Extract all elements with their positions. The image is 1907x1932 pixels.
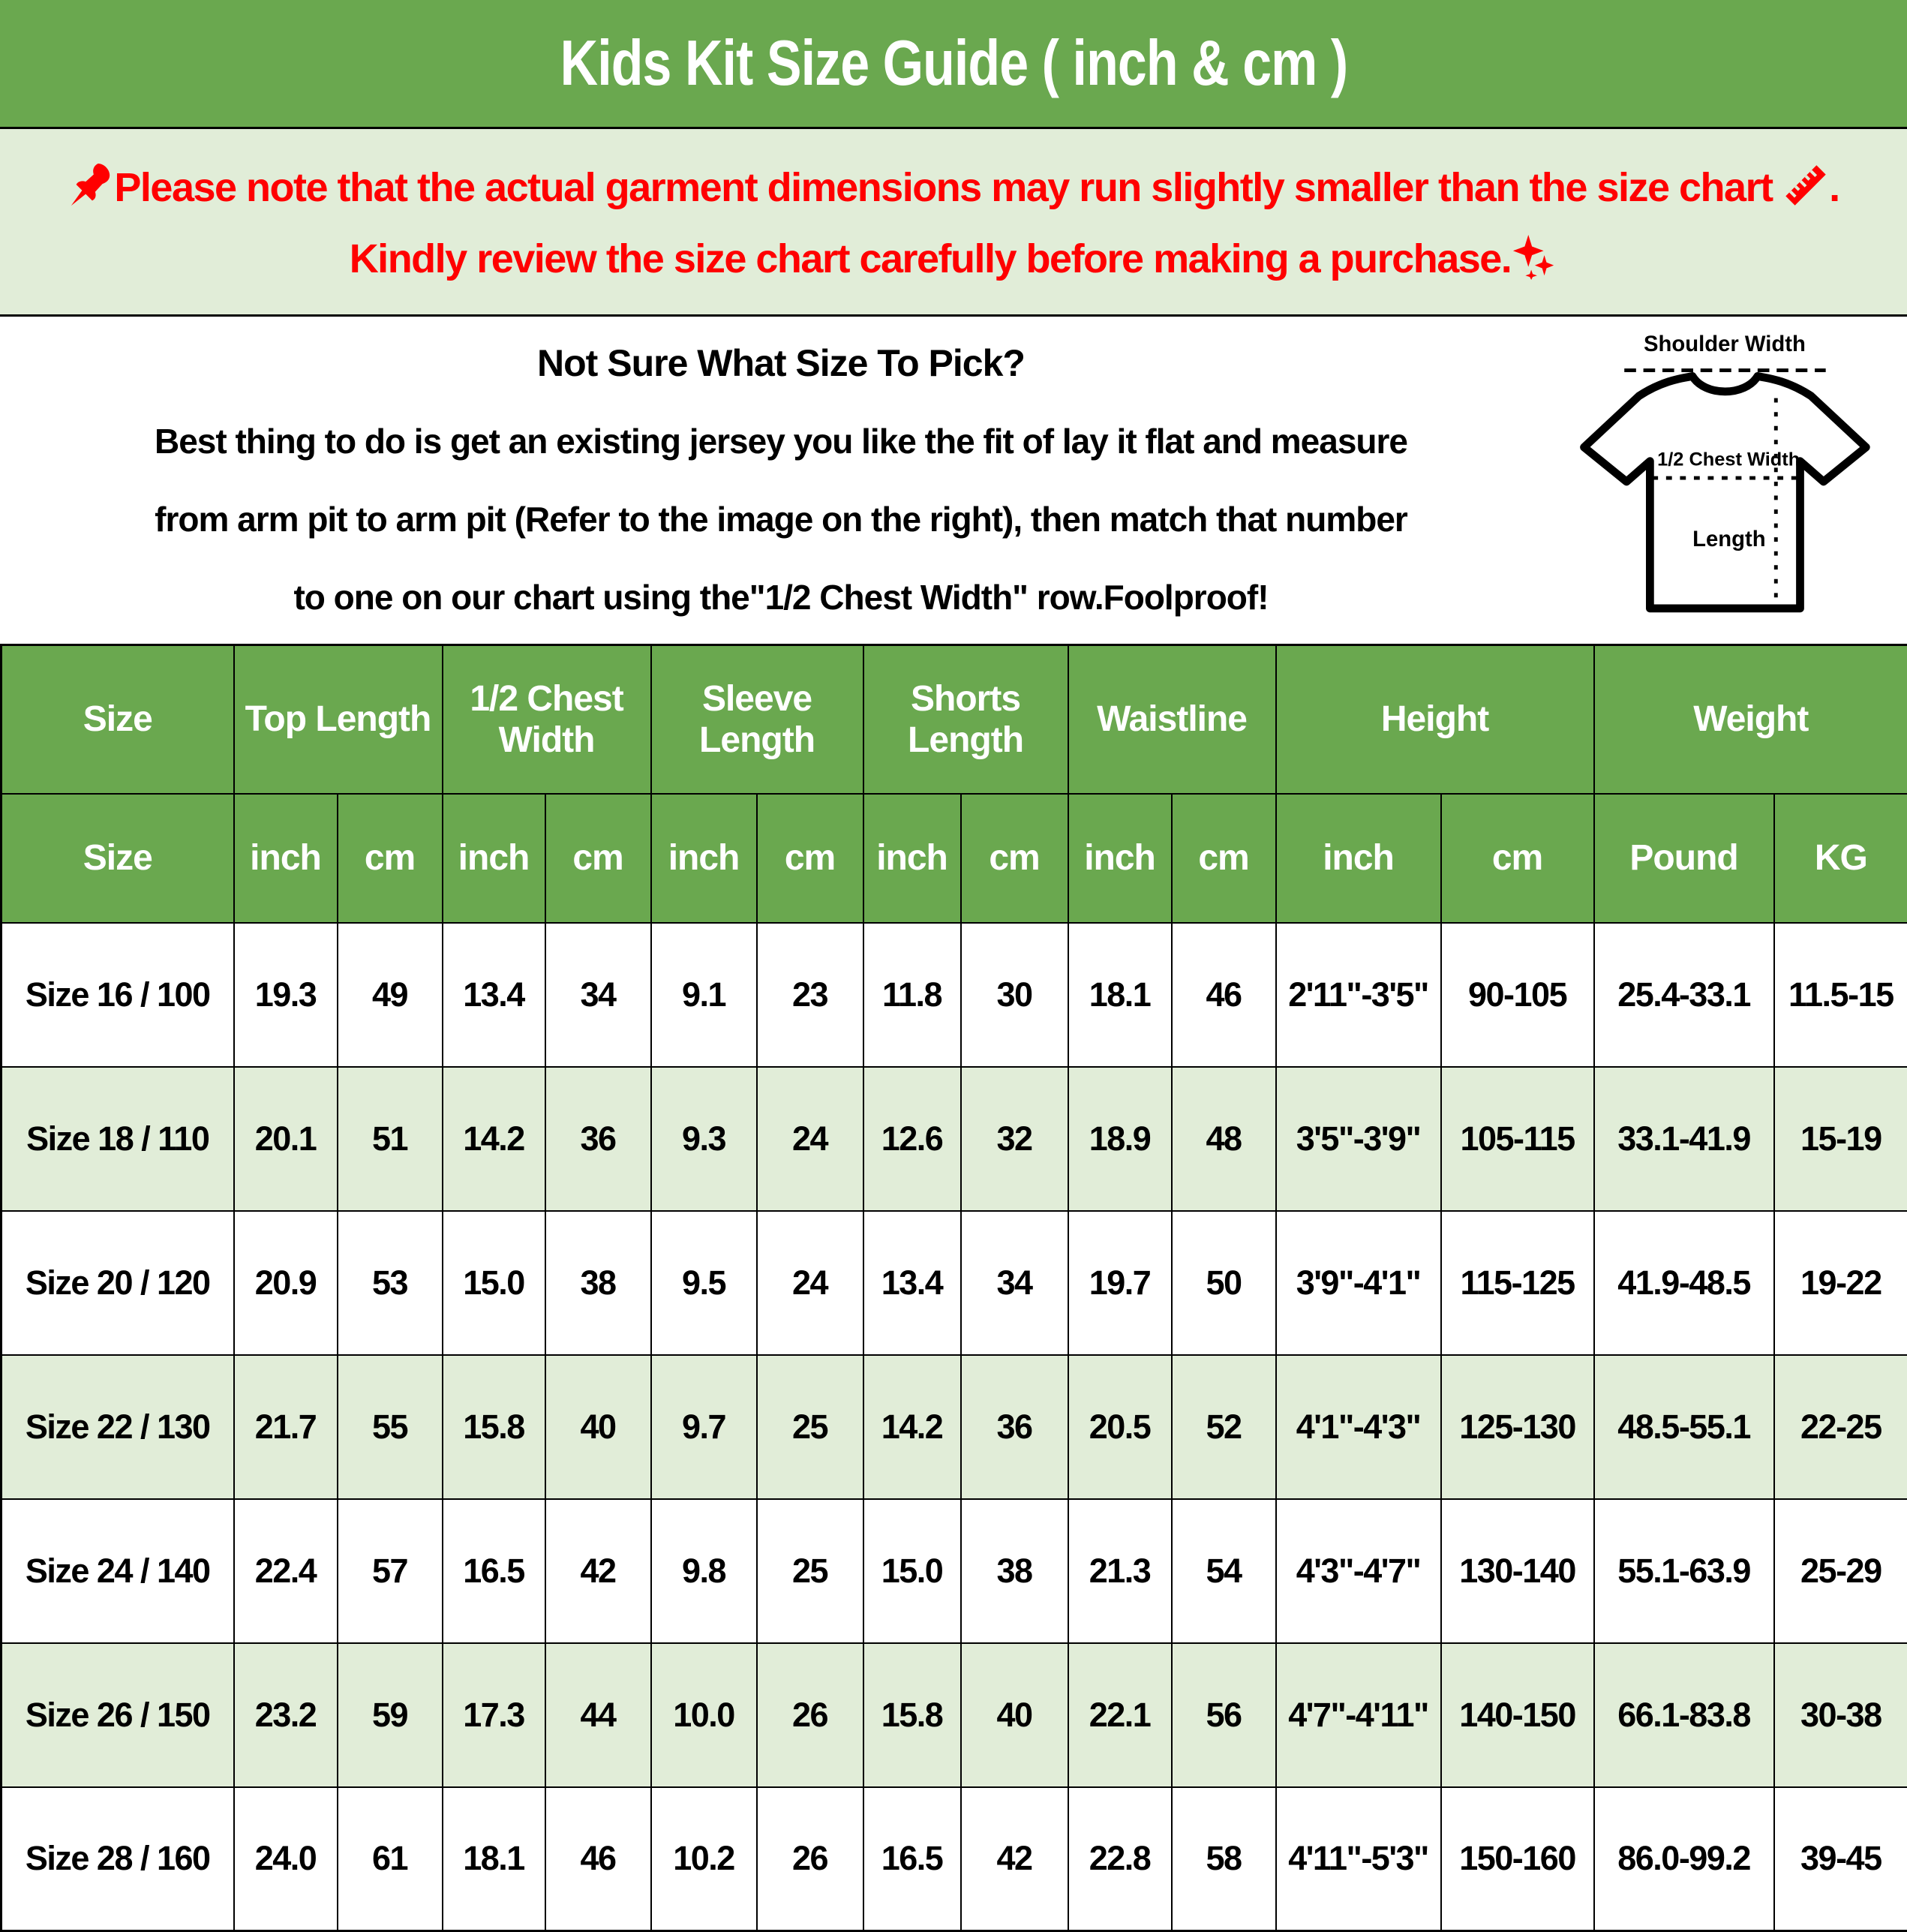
row-size-cell: Size 18 / 110 [2, 1067, 234, 1211]
diagram-chest-label: 1/2 Chest Width [1657, 449, 1800, 470]
size-table [0, 644, 1907, 1932]
table-cell: 20.9 [234, 1211, 338, 1355]
table-cell: 13.4 [863, 1211, 961, 1355]
table-cell: 40 [961, 1643, 1068, 1787]
row-size-cell: Size 20 / 120 [2, 1211, 234, 1355]
unit-header-cell: cm [545, 794, 651, 923]
table-cell: 4'3"-4'7" [1276, 1499, 1441, 1643]
table-cell: 61 [338, 1787, 443, 1931]
table-cell: 9.7 [651, 1355, 757, 1499]
table-cell: 58 [1172, 1787, 1276, 1931]
table-cell: 22.8 [1068, 1787, 1172, 1931]
row-size-cell: Size 16 / 100 [2, 923, 234, 1067]
table-cell: 40 [545, 1355, 651, 1499]
table-cell: 53 [338, 1211, 443, 1355]
page-title: Kids Kit Size Guide ( inch & cm ) [560, 27, 1347, 100]
table-cell: 86.0-99.2 [1594, 1787, 1774, 1931]
table-cell: 15.8 [863, 1643, 961, 1787]
unit-header-cell: KG [1774, 794, 1907, 923]
table-cell: 105-115 [1441, 1067, 1594, 1211]
table-cell: 34 [545, 923, 651, 1067]
table-cell: 20.1 [234, 1067, 338, 1211]
table-cell: 66.1-83.8 [1594, 1643, 1774, 1787]
table-cell: 25 [757, 1355, 863, 1499]
sparkles-icon [1511, 233, 1557, 280]
table-cell: 22-25 [1774, 1355, 1907, 1499]
group-header-top-length: Top Length [234, 645, 443, 794]
group-header-sleeve-length: Sleeve Length [651, 645, 863, 794]
group-header-shorts-length: Shorts Length [863, 645, 1068, 794]
table-cell: 42 [961, 1787, 1068, 1931]
table-cell: 18.1 [1068, 923, 1172, 1067]
table-cell: 4'11"-5'3" [1276, 1787, 1441, 1931]
table-row [2, 923, 1907, 1067]
table-row [2, 1499, 1907, 1643]
group-header-size: Size [2, 645, 234, 794]
unit-header-cell: cm [338, 794, 443, 923]
table-cell: 19-22 [1774, 1211, 1907, 1355]
notice-line-2 [350, 233, 1558, 282]
table-row [2, 1787, 1907, 1931]
unit-header-cell: Size [2, 794, 234, 923]
size-table-body [2, 923, 1907, 1931]
table-cell: 24 [757, 1067, 863, 1211]
pushpin-icon [68, 162, 114, 209]
table-cell: 59 [338, 1643, 443, 1787]
table-cell: 3'9"-4'1" [1276, 1211, 1441, 1355]
table-group-header-row [2, 645, 1907, 794]
table-cell: 9.3 [651, 1067, 757, 1211]
table-cell: 90-105 [1441, 923, 1594, 1067]
help-line-1: Best thing to do is get an existing jersey you like the fit of lay it flat and measure [8, 402, 1554, 480]
table-cell: 9.8 [651, 1499, 757, 1643]
tshirt-diagram [1554, 326, 1892, 634]
table-cell: 11.8 [863, 923, 961, 1067]
table-cell: 21.7 [234, 1355, 338, 1499]
help-heading: Not Sure What Size To Pick? [8, 324, 1554, 402]
row-size-cell: Size 26 / 150 [2, 1643, 234, 1787]
diagram-shoulder-label: Shoulder Width [1644, 332, 1806, 356]
table-cell: 14.2 [863, 1355, 961, 1499]
table-cell: 24.0 [234, 1787, 338, 1931]
unit-header-cell: inch [443, 794, 545, 923]
unit-header-cell: cm [1172, 794, 1276, 923]
table-cell: 15.0 [443, 1211, 545, 1355]
table-cell: 34 [961, 1211, 1068, 1355]
table-cell: 39-45 [1774, 1787, 1907, 1931]
ruler-icon [1782, 162, 1829, 209]
table-cell: 25-29 [1774, 1499, 1907, 1643]
table-cell: 24 [757, 1211, 863, 1355]
table-cell: 46 [545, 1787, 651, 1931]
table-cell: 42 [545, 1499, 651, 1643]
table-cell: 30-38 [1774, 1643, 1907, 1787]
unit-header-cell: Pound [1594, 794, 1774, 923]
table-cell: 49 [338, 923, 443, 1067]
notice-line1-text: Please note that the actual garment dimensions may run slightly smaller than the size chart [114, 165, 1772, 210]
tshirt-outline [1584, 376, 1866, 608]
table-cell: 16.5 [863, 1787, 961, 1931]
table-cell: 19.3 [234, 923, 338, 1067]
help-text-block [8, 324, 1554, 636]
notice-line-1 [68, 162, 1839, 211]
unit-header-cell: inch [234, 794, 338, 923]
unit-header-cell: inch [863, 794, 961, 923]
group-header-waistline: Waistline [1068, 645, 1276, 794]
table-cell: 9.5 [651, 1211, 757, 1355]
notice-banner [0, 129, 1907, 317]
table-cell: 19.7 [1068, 1211, 1172, 1355]
table-cell: 30 [961, 923, 1068, 1067]
table-cell: 15-19 [1774, 1067, 1907, 1211]
table-cell: 17.3 [443, 1643, 545, 1787]
title-banner [0, 0, 1907, 129]
table-cell: 16.5 [443, 1499, 545, 1643]
table-cell: 23 [757, 923, 863, 1067]
size-help-section [0, 317, 1907, 644]
table-cell: 26 [757, 1643, 863, 1787]
group-header-height: Height [1276, 645, 1594, 794]
table-cell: 48 [1172, 1067, 1276, 1211]
table-cell: 36 [545, 1067, 651, 1211]
row-size-cell: Size 28 / 160 [2, 1787, 234, 1931]
help-line-2: from arm pit to arm pit (Refer to the image on the right), then match that number [8, 480, 1554, 558]
table-cell: 36 [961, 1355, 1068, 1499]
table-cell: 125-130 [1441, 1355, 1594, 1499]
diagram-length-label: Length [1692, 527, 1766, 551]
table-cell: 9.1 [651, 923, 757, 1067]
group-header-chest-width: 1/2 Chest Width [443, 645, 651, 794]
table-cell: 23.2 [234, 1643, 338, 1787]
group-header-weight: Weight [1594, 645, 1907, 794]
table-cell: 54 [1172, 1499, 1276, 1643]
table-cell: 25 [757, 1499, 863, 1643]
table-cell: 10.2 [651, 1787, 757, 1931]
table-cell: 18.1 [443, 1787, 545, 1931]
table-unit-header-row [2, 794, 1907, 923]
table-cell: 25.4-33.1 [1594, 923, 1774, 1067]
row-size-cell: Size 24 / 140 [2, 1499, 234, 1643]
table-cell: 44 [545, 1643, 651, 1787]
table-cell: 55 [338, 1355, 443, 1499]
table-cell: 21.3 [1068, 1499, 1172, 1643]
table-cell: 130-140 [1441, 1499, 1594, 1643]
table-row [2, 1067, 1907, 1211]
unit-header-cell: inch [1068, 794, 1172, 923]
table-cell: 20.5 [1068, 1355, 1172, 1499]
table-cell: 56 [1172, 1643, 1276, 1787]
table-row [2, 1355, 1907, 1499]
table-cell: 22.1 [1068, 1643, 1172, 1787]
table-cell: 55.1-63.9 [1594, 1499, 1774, 1643]
table-cell: 18.9 [1068, 1067, 1172, 1211]
table-cell: 32 [961, 1067, 1068, 1211]
table-cell: 14.2 [443, 1067, 545, 1211]
table-cell: 11.5-15 [1774, 923, 1907, 1067]
table-cell: 15.0 [863, 1499, 961, 1643]
table-cell: 50 [1172, 1211, 1276, 1355]
notice-line2-text: Kindly review the size chart carefully before making a purchase. [350, 236, 1512, 281]
table-cell: 46 [1172, 923, 1276, 1067]
table-cell: 4'7"-4'11" [1276, 1643, 1441, 1787]
row-size-cell: Size 22 / 130 [2, 1355, 234, 1499]
table-cell: 51 [338, 1067, 443, 1211]
table-cell: 2'11"-3'5" [1276, 923, 1441, 1067]
table-cell: 26 [757, 1787, 863, 1931]
table-cell: 33.1-41.9 [1594, 1067, 1774, 1211]
table-cell: 12.6 [863, 1067, 961, 1211]
table-cell: 10.0 [651, 1643, 757, 1787]
table-cell: 57 [338, 1499, 443, 1643]
table-cell: 48.5-55.1 [1594, 1355, 1774, 1499]
table-cell: 38 [545, 1211, 651, 1355]
table-cell: 13.4 [443, 923, 545, 1067]
table-cell: 150-160 [1441, 1787, 1594, 1931]
table-cell: 3'5"-3'9" [1276, 1067, 1441, 1211]
table-cell: 4'1"-4'3" [1276, 1355, 1441, 1499]
unit-header-cell: cm [1441, 794, 1594, 923]
table-cell: 22.4 [234, 1499, 338, 1643]
table-cell: 41.9-48.5 [1594, 1211, 1774, 1355]
unit-header-cell: cm [961, 794, 1068, 923]
table-cell: 140-150 [1441, 1643, 1594, 1787]
table-cell: 115-125 [1441, 1211, 1594, 1355]
unit-header-cell: inch [651, 794, 757, 923]
notice-line1-period: . [1829, 165, 1839, 210]
help-line-3: to one on our chart using the"1/2 Chest Width" row.Foolproof! [8, 558, 1554, 636]
table-cell: 15.8 [443, 1355, 545, 1499]
table-cell: 52 [1172, 1355, 1276, 1499]
table-cell: 38 [961, 1499, 1068, 1643]
table-row [2, 1643, 1907, 1787]
unit-header-cell: cm [757, 794, 863, 923]
unit-header-cell: inch [1276, 794, 1441, 923]
table-row [2, 1211, 1907, 1355]
